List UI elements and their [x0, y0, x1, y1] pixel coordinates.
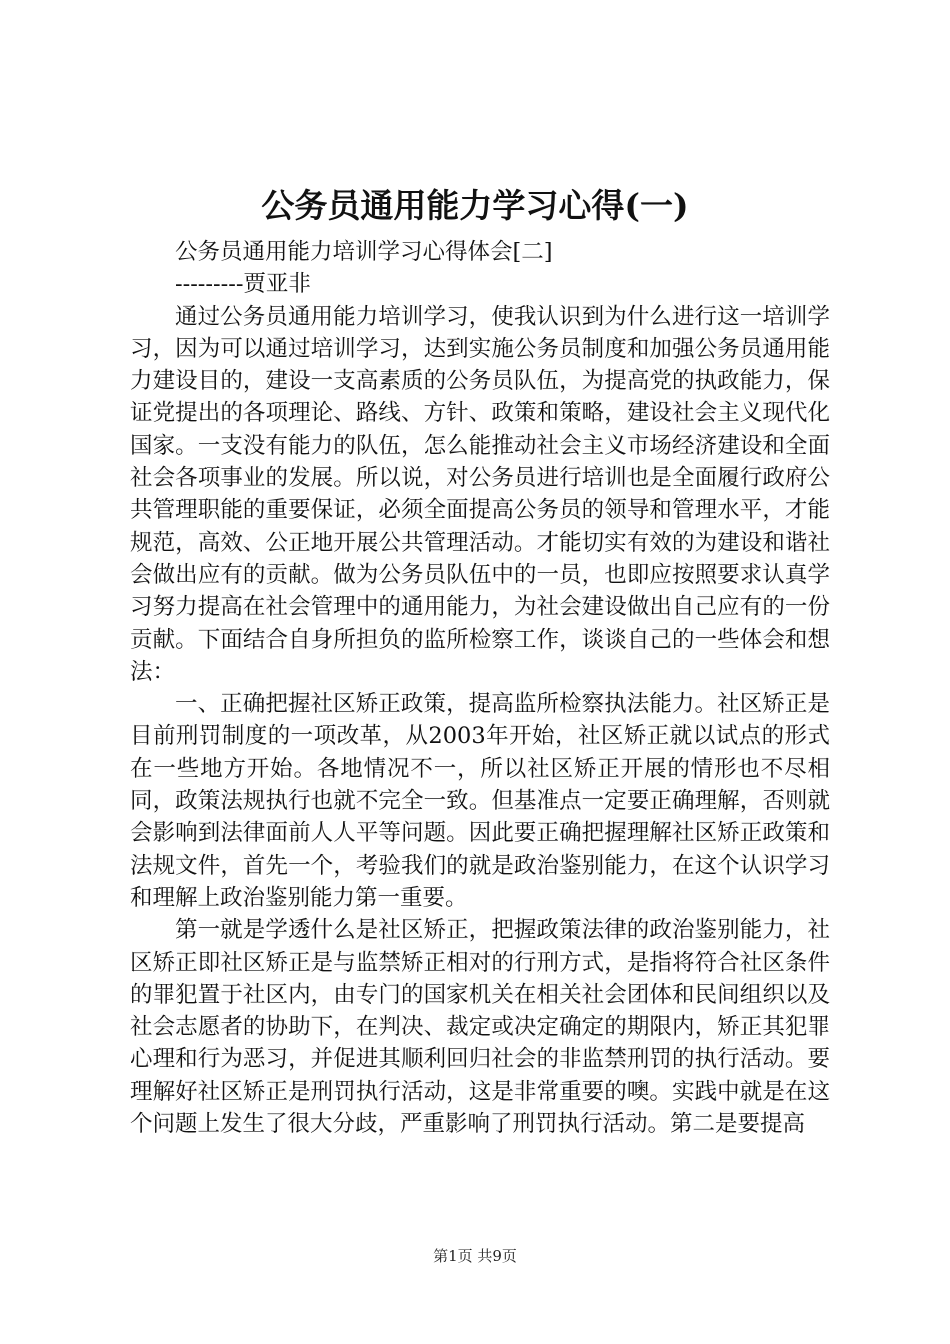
body-paragraph-2: 一、正确把握社区矫正政策，提高监所检察执法能力。社区矫正是目前刑罚制度的一项改革，从2003年开始，社区矫正就以试点的形式在一些地方开始。各地情况不一，所以社区矫正开展的情形也不尽相同，政策法规执行也就不完全一致。但基准点一定要正确理解，否则就会影响到法律面前人人平等问题。因此要正确把握理解社区矫正政策和法规文件，首先一个，考验我们的就是政治鉴别能力，在这个认识学习和理解上政治鉴别能力第一重要。	[130, 691, 830, 911]
body-paragraph-1: 通过公务员通用能力培训学习，使我认识到为什么进行这一培训学习，因为可以通过培训学习，达到实施公务员制度和加强公务员通用能力建设目的，建设一支高素质的公务员队伍，为提高党的执政能力，保证党提出的各项理论、路线、方针、政策和策略，建设社会主义现代化国家。一支没有能力的队伍，怎么能推动社会主义市场经济建设和全面社会各项事业的发展。所以说，对公务员进行培训也是全面履行政府公共管理职能的重要保证，必须全面提高公务员的领导和管理水平，才能规范，高效、公正地开展公共管理活动。才能切实有效的为建设和谐社会做出应有的贡献。做为公务员队伍中的一员，也即应按照要求认真学习努力提高在社会管理中的通用能力，为社会建设做出自己应有的一份贡献。下面结合自身所担负的监所检察工作，谈谈自己的一些体会和想法：	[130, 303, 830, 685]
document-body	[130, 236, 830, 1140]
document-subtitle: 公务员通用能力培训学习心得体会[二]	[175, 239, 553, 265]
author-line: ---------贾亚非	[175, 271, 311, 298]
body-paragraph-3: 第一就是学透什么是社区矫正，把握政策法律的政治鉴别能力，社区矫正即社区矫正是与监禁矫正相对的行刑方式，是指将符合社区条件的罪犯置于社区内，由专门的国家机关在相关社会团体和民间组织以及社会志愿者的协助下，在判决、裁定或决定确定的期限内，矫正其犯罪心理和行为恶习，并促进其顺利回归社会的非监禁刑罚的执行活动。要理解好社区矫正是刑罚执行活动，这是非常重要的噢。实践中就是在这个问题上发生了很大分歧，严重影响了刑罚执行活动。第二是要提高	[130, 917, 830, 1138]
page-number-footer: 第1页 共9页	[433, 1247, 517, 1265]
document-title: 公务员通用能力学习心得(一)	[261, 186, 689, 225]
